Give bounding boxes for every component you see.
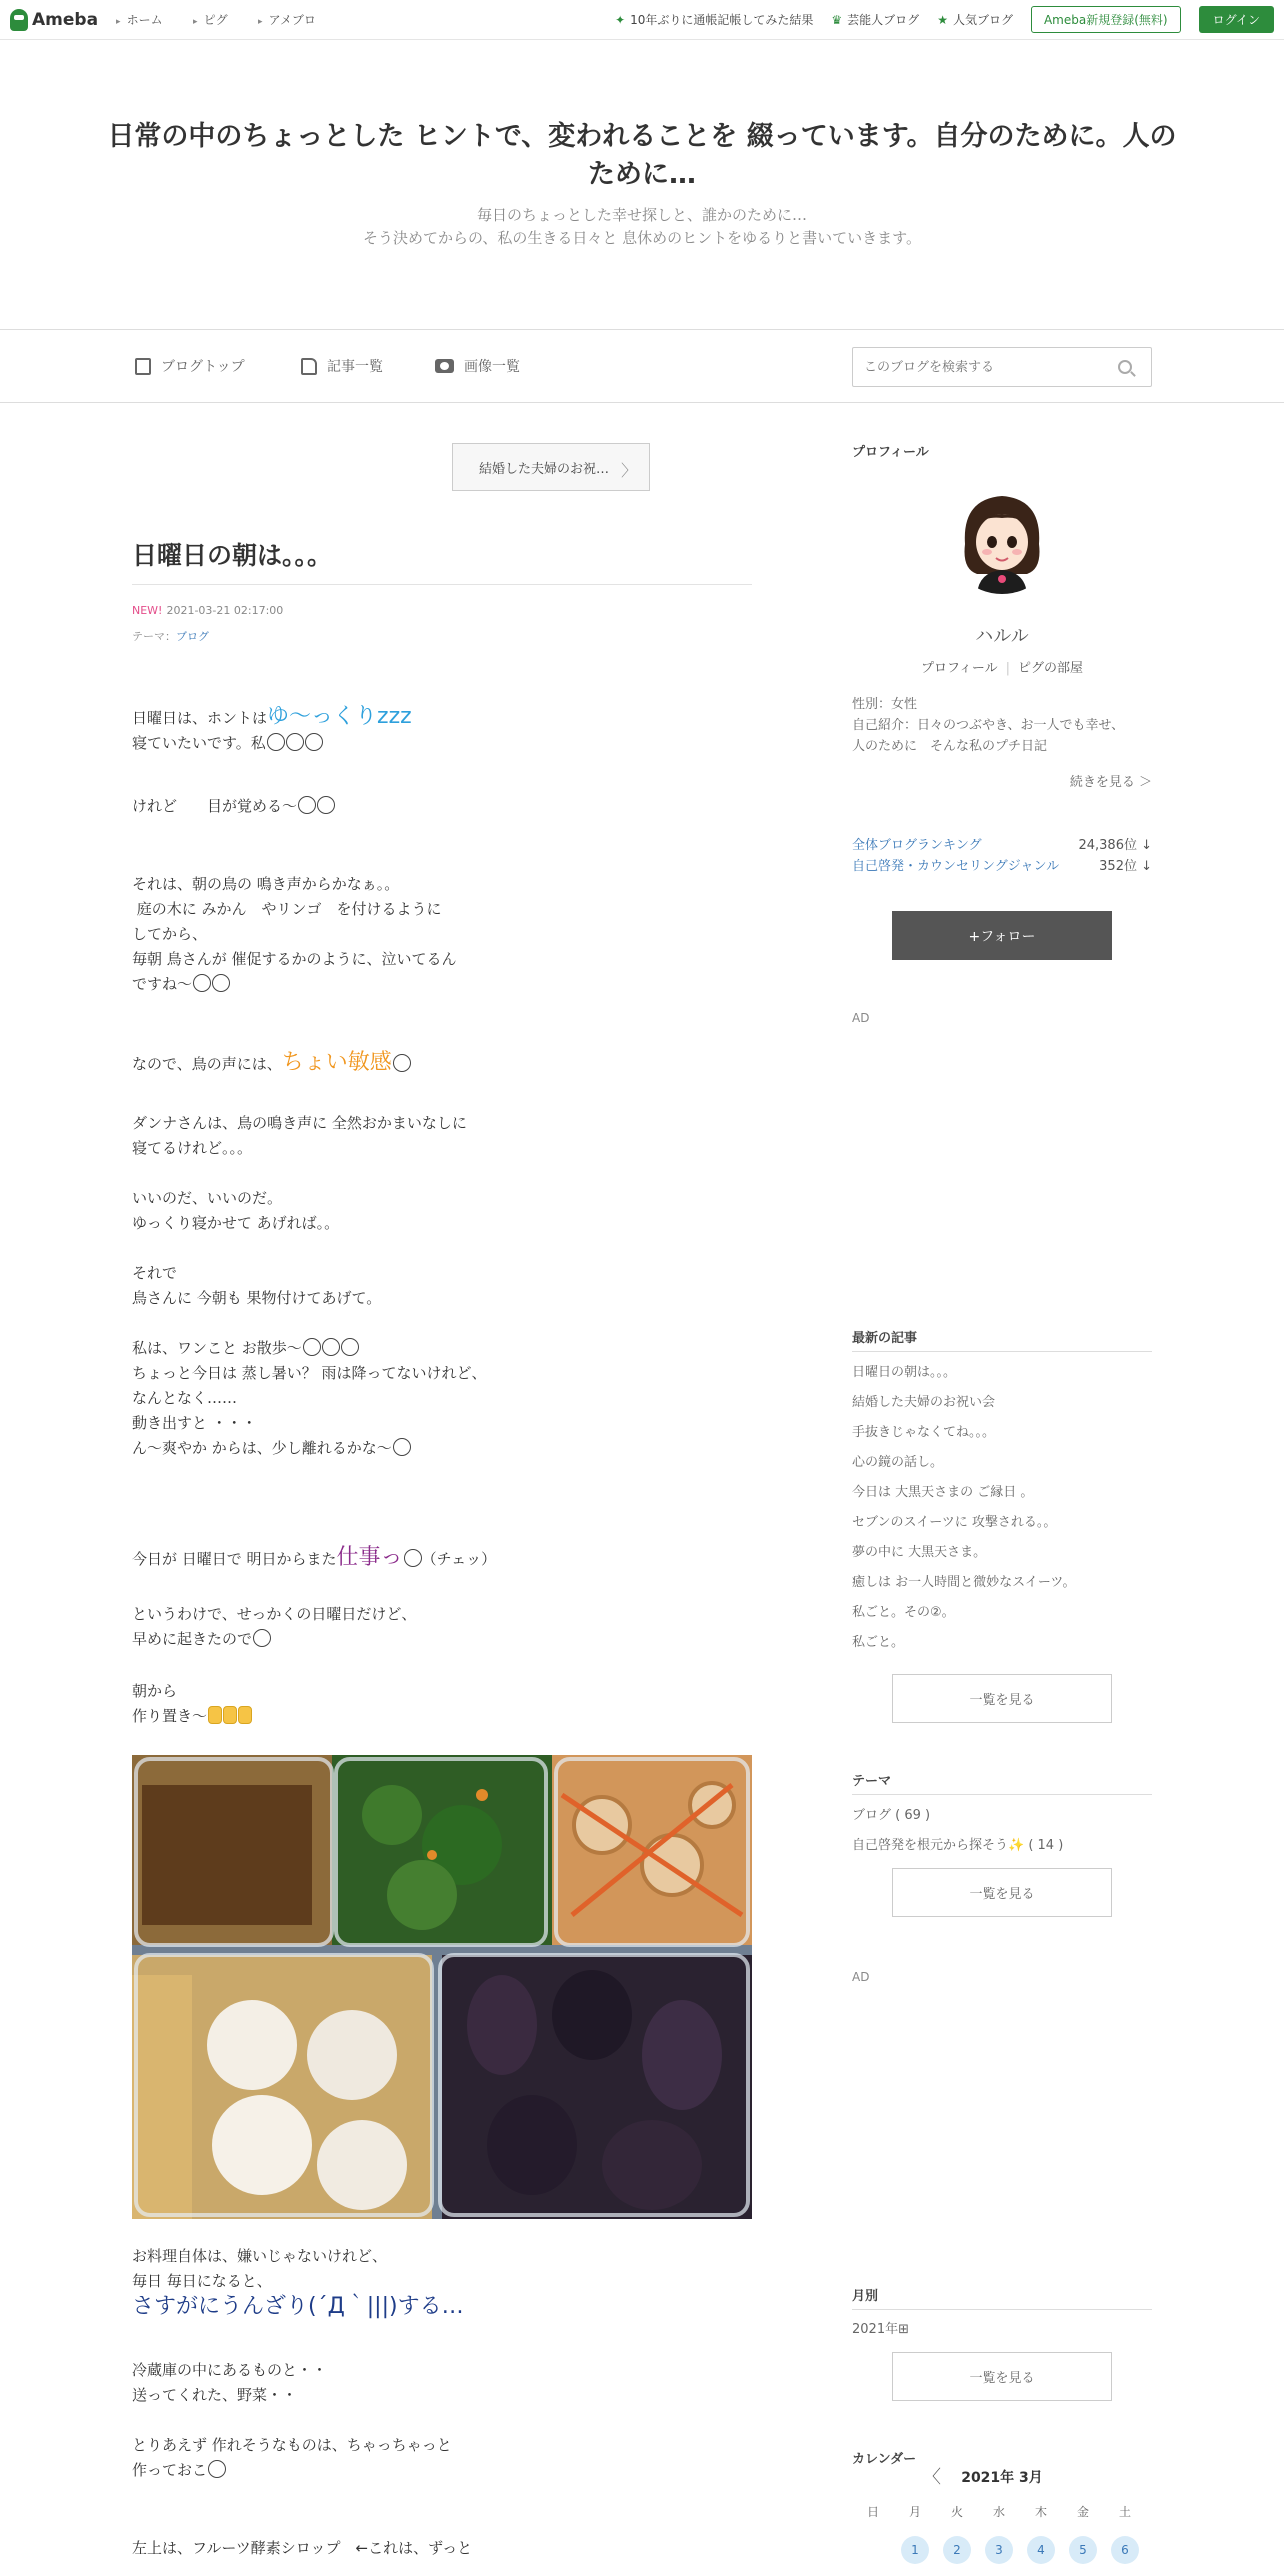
calendar-day[interactable]: 3: [985, 2536, 1013, 2564]
read-more-link[interactable]: 続きを見る ＞: [1069, 775, 1152, 790]
p7-line-1: それで: [132, 1264, 178, 1282]
paragraph-8: [132, 1336, 487, 1461]
p8-line-3: なんとなく……: [132, 1389, 238, 1407]
monthly-heading: 月別: [852, 2289, 879, 2304]
search-icon[interactable]: [1118, 360, 1132, 374]
calendar-day[interactable]: 2: [943, 2536, 971, 2564]
calendar-day[interactable]: 6: [1111, 2536, 1139, 2564]
paragraph-4: [132, 1050, 411, 1077]
p9-emphasis: 仕事っ: [336, 1545, 403, 1570]
theme-label: テーマ：: [132, 630, 176, 643]
celebrity-blog-link[interactable]: [831, 11, 919, 28]
follow-button[interactable]: +フォロー: [892, 911, 1112, 960]
dog-face-icon: [303, 1338, 321, 1356]
ranking-genre-value: 352位 ↓: [1099, 859, 1152, 874]
camera-icon: [435, 359, 454, 373]
recent-articles-list-button[interactable]: 一覧を見る: [892, 1674, 1112, 1723]
profile-gender: 性別：女性: [852, 697, 918, 712]
flexed-arm-icon: [223, 1706, 237, 1724]
theme-link[interactable]: ブログ: [176, 630, 209, 643]
p13-line-1: 冷蔵庫の中にあるものと・・: [132, 2361, 328, 2379]
profile-intro-1: 自己紹介：日々のつぶやき、お一人でも幸せ、: [852, 718, 1125, 733]
top-nav-ameblo[interactable]: ▸ アメブロ: [258, 13, 316, 27]
paragraph-3: [132, 872, 457, 997]
theme-link-blog[interactable]: ブログ ( 69 ): [852, 1808, 931, 1823]
profile-links: [852, 657, 1152, 676]
paragraph-2: [132, 794, 335, 819]
profile-nickname[interactable]: ハルル: [975, 626, 1029, 647]
sparkle-icon: ✦: [615, 12, 626, 27]
ad-label: AD: [852, 1011, 870, 1025]
recent-article-link[interactable]: 手抜きじゃなくてね。。。: [852, 1425, 996, 1440]
nav-image-list-label: 画像一覧: [464, 359, 520, 375]
theme-divider: [852, 1794, 1152, 1795]
calendar-month: 2021年 3月: [961, 2470, 1043, 2486]
topic-link-label: 10年ぶりに通帳記帳してみた結果: [630, 13, 814, 27]
p14-line-2: 作っておこ: [132, 2461, 208, 2479]
p9-text-2: （チェッ）: [421, 1550, 497, 1568]
star-icon: ★: [937, 12, 948, 27]
calendar-day[interactable]: 5: [1069, 2536, 1097, 2564]
nav-article-list[interactable]: [301, 356, 383, 376]
crown-icon: ♛: [831, 12, 843, 27]
p3-line-3: してから、: [132, 925, 208, 943]
title-divider: [132, 584, 752, 585]
p8-line-4: 動き出すと ・・・: [132, 1414, 257, 1432]
recent-article-link[interactable]: 癒しは お一人時間と微妙なスイーツ。: [852, 1575, 1076, 1590]
profile-intro-2: 人のために そんな私のプチ日記: [852, 739, 1048, 754]
monthly-list-button[interactable]: 一覧を見る: [892, 2352, 1112, 2401]
blog-title[interactable]: [90, 118, 1194, 194]
logo-text: Ameba: [32, 9, 99, 30]
celebrity-blog-label: 芸能人ブログ: [847, 13, 920, 27]
flexed-arm-icon: [238, 1706, 252, 1724]
top-nav: [116, 11, 342, 28]
p11-line-1: 朝から: [132, 1682, 178, 1700]
calendar-dow: 水: [992, 2505, 1005, 2519]
p10-line-2: 早めに起きたので: [132, 1630, 253, 1648]
blog-desc-line-2: そう決めてからの、私の生きる日々と 息休めのヒントをゆるりと書いていきます。: [363, 229, 921, 247]
p5-line-2: 寝てるけれど。。。: [132, 1139, 253, 1157]
paragraph-12: [132, 2244, 464, 2321]
login-button[interactable]: ログイン: [1199, 6, 1274, 33]
p6-line-2: ゆっくり寝かせて あげれば。。: [132, 1214, 340, 1232]
recent-article-link[interactable]: 心の鏡の話し。: [852, 1455, 944, 1470]
blog-header: [0, 40, 1284, 330]
calendar-day[interactable]: 4: [1027, 2536, 1055, 2564]
top-right-links: [615, 6, 1274, 33]
recent-articles-divider: [852, 1351, 1152, 1352]
p1-emphasis: ゆ～っくりzzz: [267, 704, 412, 729]
ranking-overall[interactable]: [852, 834, 1152, 853]
theme-heading: テーマ: [852, 1774, 892, 1789]
blog-nav: [0, 329, 1284, 403]
calendar-dow: 月: [908, 2505, 921, 2519]
paragraph-14: [132, 2433, 452, 2483]
p6-line-1: いいのだ、いいのだ。: [132, 1189, 283, 1207]
nav-image-list[interactable]: [435, 356, 520, 376]
p9-text: 今日が 日曜日で 明日からまた: [132, 1550, 337, 1568]
p3-line-5: ですね～: [132, 975, 193, 993]
previous-article-button[interactable]: [452, 443, 650, 491]
p13-line-2: 送ってくれた、野菜・・: [132, 2386, 298, 2404]
ameba-logo-icon: [10, 9, 28, 31]
recent-article-link[interactable]: 今日は 大黒天さまの ご縁日 。: [852, 1485, 1034, 1500]
grin-face-icon: [253, 1629, 271, 1647]
calendar-dow: 土: [1118, 2505, 1131, 2519]
copy-icon: [301, 358, 317, 375]
p11-line-2: 作り置き～: [132, 1707, 208, 1725]
paragraph-15: [132, 2536, 472, 2561]
paragraph-5: [132, 1111, 467, 1161]
p12-line-2: 毎日 毎日になると、: [132, 2272, 272, 2290]
blog-search-input[interactable]: [852, 347, 1152, 387]
p5-line-1: ダンナさんは、鳥の鳴き声に 全然おかまいなしに: [132, 1114, 467, 1132]
sweat-face-icon: [393, 1438, 411, 1456]
ranking-overall-label: 全体ブログランキング: [852, 838, 982, 853]
calendar-heading: カレンダー: [852, 2452, 917, 2467]
flexed-arm-icon: [208, 1706, 222, 1724]
top-nav-home[interactable]: ▸ ホーム: [116, 13, 163, 27]
profile-link[interactable]: プロフィール: [920, 661, 998, 676]
p14-line-1: とりあえず 作れそうなものは、ちゃっちゃっと: [132, 2436, 452, 2454]
paragraph-9: [132, 1545, 496, 1572]
recent-articles-heading: 最新の記事: [852, 1331, 918, 1346]
recent-article-link[interactable]: 夢の中に 大黒天さま。: [852, 1545, 987, 1560]
profile-text: [852, 694, 1152, 757]
monthly-divider: [852, 2309, 1152, 2310]
pigg-room-link[interactable]: ピグの部屋: [1018, 661, 1084, 676]
nav-blog-top[interactable]: [135, 356, 245, 376]
recent-article-link[interactable]: 私ごと。: [852, 1635, 905, 1650]
ranking-overall-value: 24,386位 ↓: [1078, 838, 1152, 853]
p2-text: けれど 目が覚める～: [132, 797, 298, 815]
p1-text-2: 寝ていたいです。私: [132, 734, 266, 752]
document-icon: [135, 358, 151, 375]
theme-list-button[interactable]: 一覧を見る: [892, 1868, 1112, 1917]
register-button[interactable]: Ameba新規登録(無料): [1031, 6, 1181, 33]
paragraph-10: [132, 1602, 416, 1652]
dog-face-icon: [322, 1338, 340, 1356]
article-date: 2021-03-21 02:17:00: [166, 604, 284, 617]
smile-face-icon: [393, 1054, 411, 1072]
calendar-dow: 火: [950, 2505, 963, 2519]
sweat-smile-icon: [208, 2460, 226, 2478]
blog-title-line-1: 日常の中のちょっとした ヒントで、変われることを 綴っています。自分のために。人の: [107, 121, 1177, 152]
ameba-logo[interactable]: [10, 9, 98, 31]
sleepy-face-icon: [286, 733, 304, 751]
avatar[interactable]: [947, 484, 1057, 594]
nav-blog-top-label: ブログトップ: [161, 359, 245, 375]
avatar-illustration: [947, 484, 1057, 594]
ad-label: AD: [852, 1970, 870, 1984]
blog-description: [140, 204, 1144, 250]
sleepy-face-icon: [305, 733, 323, 751]
top-bar: [0, 0, 1284, 40]
paragraph-13: [132, 2358, 327, 2408]
profile-heading: プロフィール: [852, 445, 929, 460]
meal-prep-photo-illustration: [132, 1755, 752, 2219]
p3-line-2: 庭の木に みかん やリンゴ を付けるように: [132, 900, 442, 918]
top-nav-pigg[interactable]: ▸ ピグ: [193, 13, 228, 27]
recent-article-link[interactable]: 私ごと。その②。: [852, 1605, 955, 1620]
paragraph-7: [132, 1261, 381, 1311]
chevron-right-icon: 〉: [620, 461, 637, 480]
crying-face-icon: [193, 974, 211, 992]
article-theme: [132, 628, 209, 644]
theme-link-self-development[interactable]: 自己啓発を根元から探そう✨ ( 14 ): [852, 1838, 1064, 1853]
p4-emphasis: ちょい敏感: [281, 1050, 392, 1075]
p3-line-1: それは、朝の鳥の 鳴き声からかなぁ。。: [132, 875, 400, 893]
dizzy-face-icon: [317, 796, 335, 814]
paragraph-6: [132, 1186, 339, 1236]
p7-line-2: 鳥さんに 今朝も 果物付けてあげて。: [132, 1289, 382, 1307]
calendar-dow: 日: [866, 2505, 879, 2519]
article-meta: [132, 604, 283, 617]
link-separator: |: [1005, 661, 1011, 676]
recent-article-link[interactable]: セブンのスイーツに 攻撃される。。: [852, 1515, 1057, 1530]
wink-face-icon: [404, 1549, 422, 1567]
popular-blog-label: 人気ブログ: [952, 13, 1013, 27]
p8-line-1: 私は、ワンこと お散歩～: [132, 1339, 302, 1357]
ranking-genre-label: 自己啓発・カウンセリングジャンル: [852, 859, 1060, 874]
topic-link[interactable]: [615, 11, 813, 28]
p1-text: 日曜日は、ホントは: [132, 709, 268, 727]
blog-desc-line-1: 毎日のちょっとした幸せ探しと、誰かのために…: [476, 206, 807, 224]
sleepy-face-icon: [267, 733, 285, 751]
p15-text: 左上は、フルーツ酵素シロップ ←これは、ずっと: [132, 2539, 473, 2557]
crying-face-icon: [212, 974, 230, 992]
paragraph-11: [132, 1679, 252, 1729]
p12-line-1: お料理自体は、嫌いじゃないけれど、: [132, 2247, 388, 2265]
calendar-dow: 金: [1076, 2505, 1089, 2519]
paragraph-1: [132, 704, 412, 756]
p10-line-1: というわけで、せっかくの日曜日だけど、: [132, 1605, 417, 1623]
recent-article-link[interactable]: 結婚した夫婦のお祝い会: [852, 1395, 996, 1410]
calendar-dow: 木: [1034, 2505, 1047, 2519]
p12-emphasis: さすがにうんざり(´Д｀|||)する…: [132, 2294, 464, 2319]
p3-line-4: 毎朝 鳥さんが 催促するかのように、泣いてるん: [132, 950, 457, 968]
recent-article-link[interactable]: 日曜日の朝は。。。: [852, 1365, 957, 1380]
new-badge: NEW!: [132, 604, 163, 617]
p4-text: なので、鳥の声には、: [132, 1055, 282, 1073]
p8-line-5: ん～爽やか からは、少し離れるかな～: [132, 1439, 392, 1457]
dizzy-face-icon: [298, 796, 316, 814]
dog-face-icon: [341, 1338, 359, 1356]
calendar-day[interactable]: 1: [901, 2536, 929, 2564]
year-2021-toggle[interactable]: 2021年⊞: [852, 2322, 909, 2337]
popular-blog-link[interactable]: [937, 11, 1013, 28]
nav-article-list-label: 記事一覧: [327, 359, 383, 375]
article-title[interactable]: 日曜日の朝は。。。: [132, 541, 333, 570]
ranking-genre[interactable]: [852, 855, 1152, 874]
calendar-prev-month-icon[interactable]: 〈: [923, 2467, 941, 2488]
blog-title-line-2: ために…: [588, 159, 696, 190]
previous-article-label: 結婚した夫婦のお祝…: [479, 461, 610, 477]
p8-line-2: ちょっと今日は 蒸し暑い？ 雨は降ってないけれど、: [132, 1364, 487, 1382]
meal-prep-photo[interactable]: [132, 1755, 752, 2219]
